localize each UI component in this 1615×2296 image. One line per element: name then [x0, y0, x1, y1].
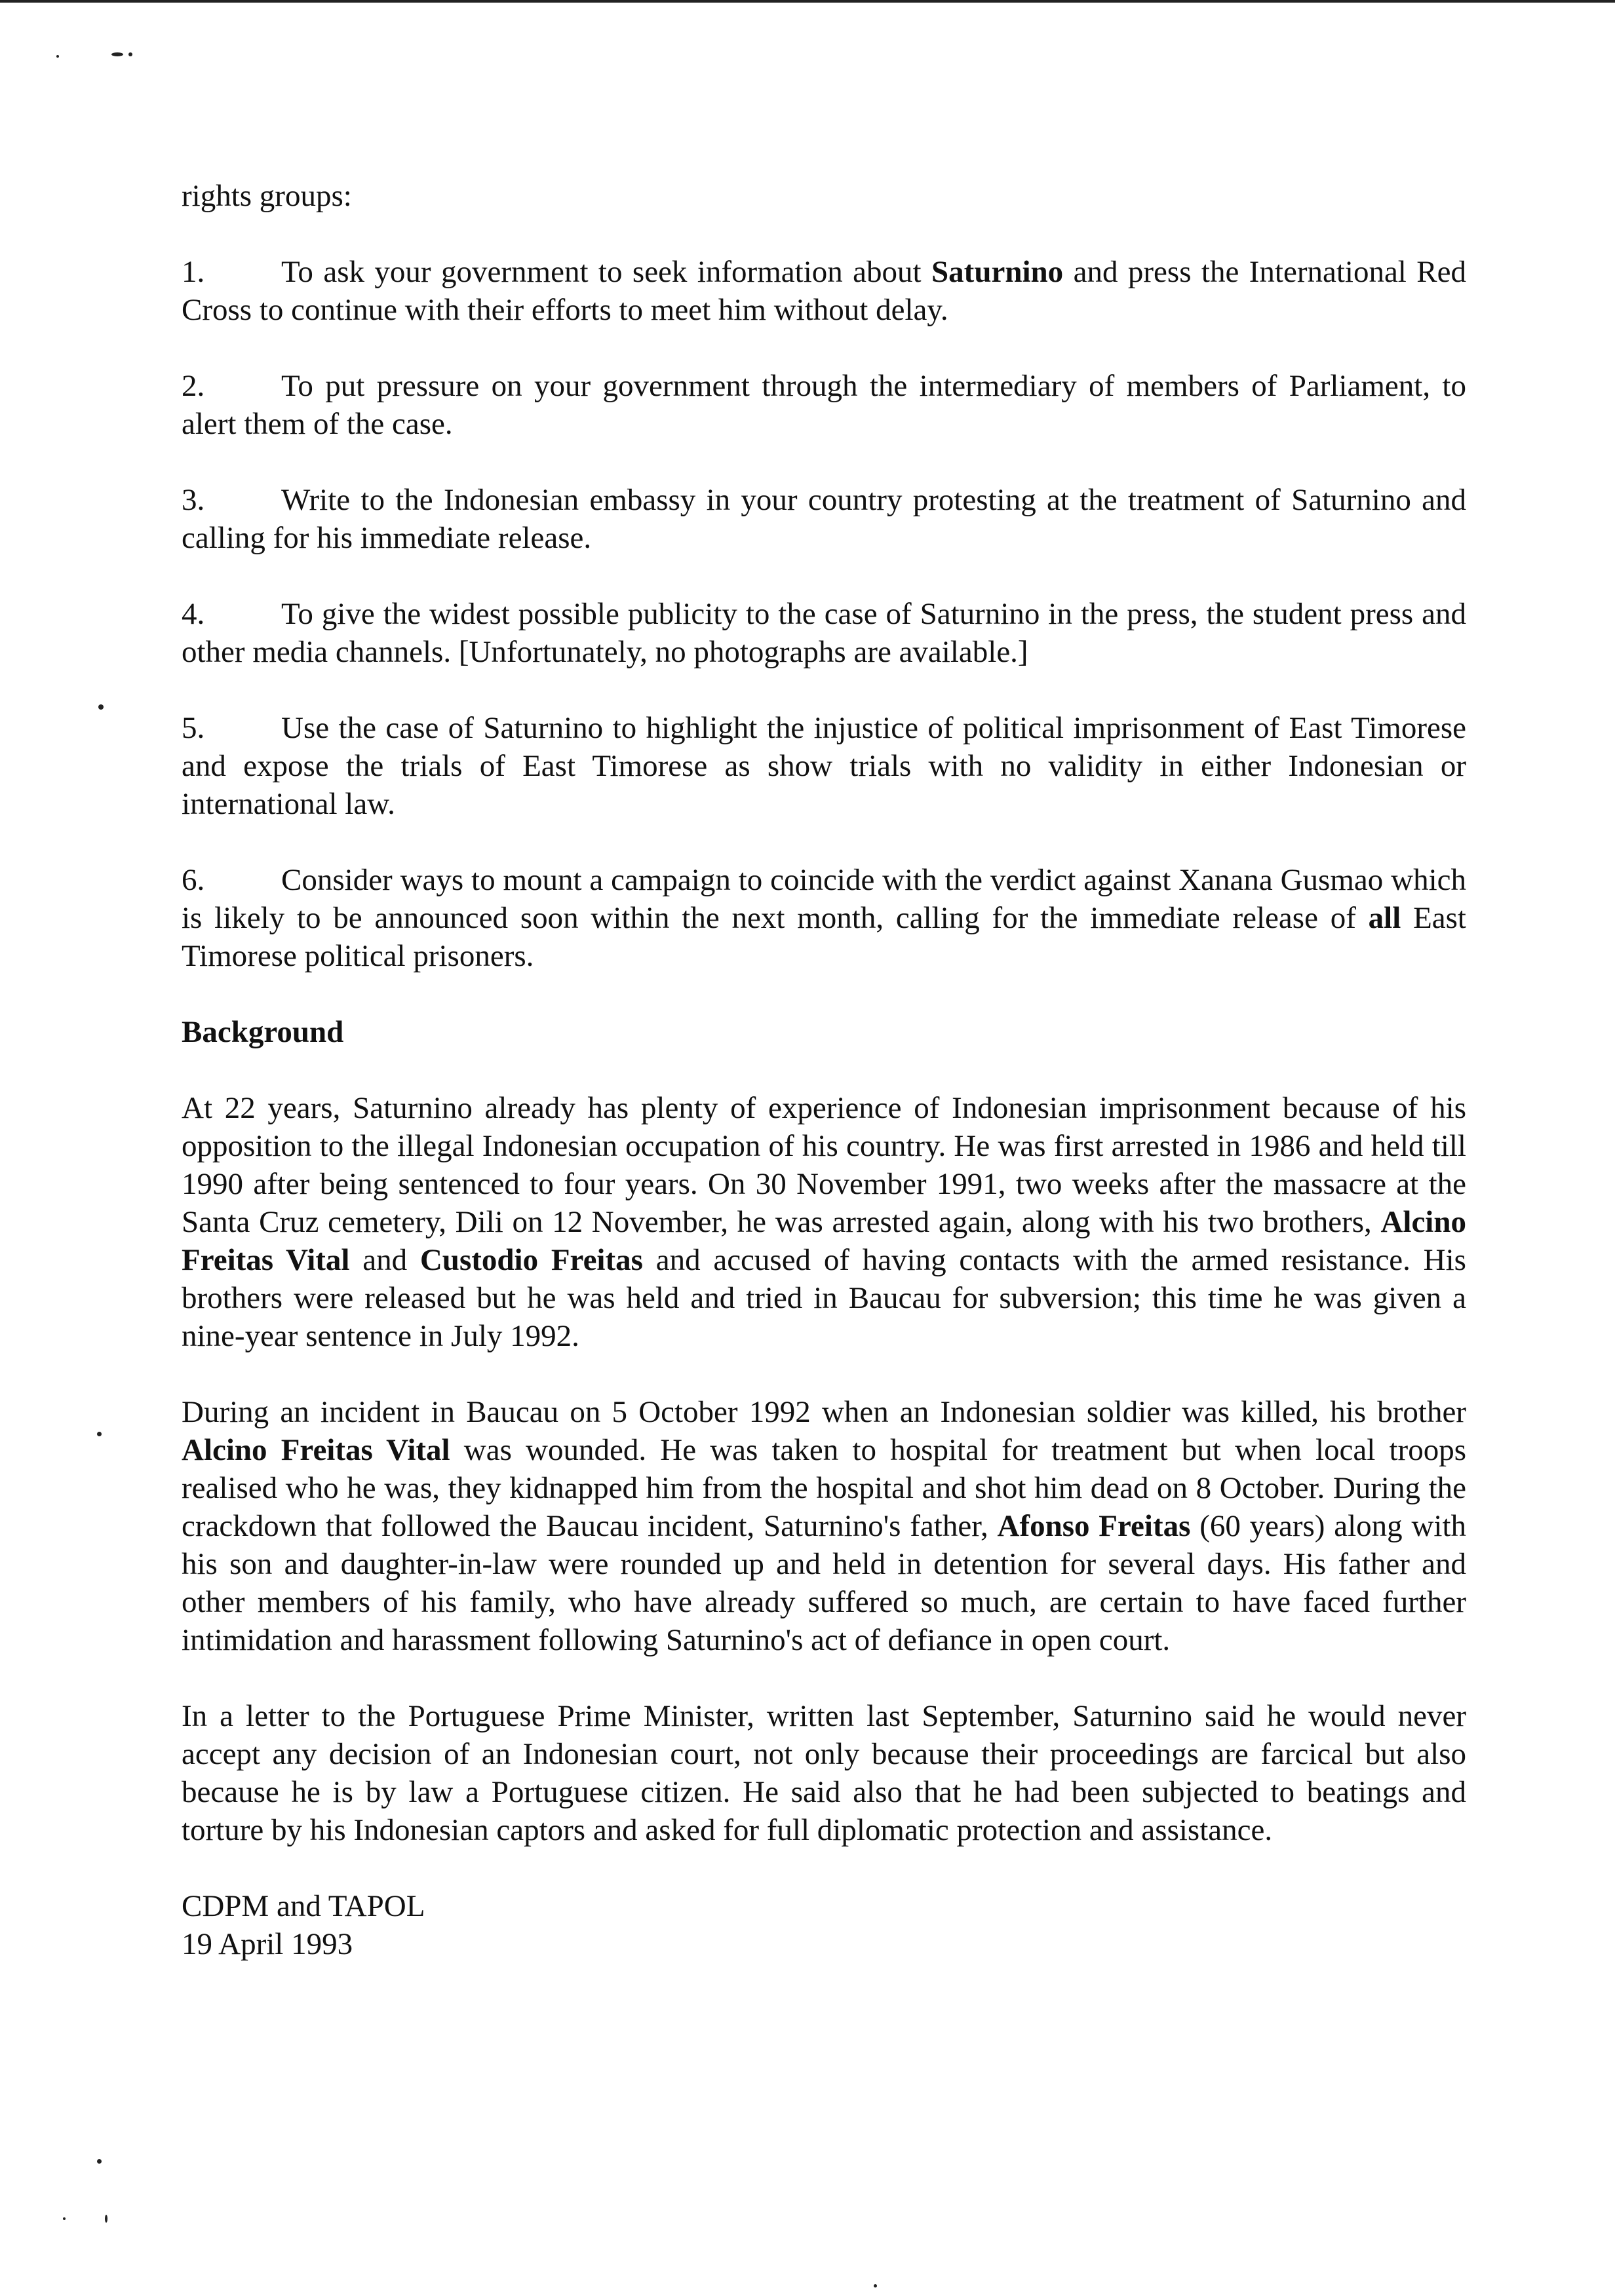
top-border-line	[0, 0, 1615, 3]
action-text: To ask your government to seek information about	[281, 255, 932, 289]
person-name: Alcino Freitas Vital	[182, 1433, 450, 1467]
document-body	[182, 177, 1466, 1963]
paragraph-text: (60 years) along with his son and daughter-in-law were rounded up and held in detention for several days. His father and other members of his family, who have already suffered so much, are certain to have faced further intimidation and harassment following Saturnino's act of defiance in open court.	[182, 1509, 1466, 1657]
action-item-2	[182, 367, 1466, 443]
scan-speck	[105, 2215, 107, 2223]
action-item-4	[182, 595, 1466, 671]
intro-line	[182, 177, 1466, 215]
action-number: 3.	[182, 483, 205, 517]
paragraph-text: and	[349, 1243, 420, 1277]
background-paragraph-2	[182, 1393, 1466, 1659]
scan-speck	[63, 2217, 66, 2220]
action-number: 1.	[182, 255, 205, 289]
scan-speck	[56, 55, 59, 58]
action-text: East Timorese political prisoners.	[182, 901, 1466, 973]
signature-org: CDPM and TAPOL	[182, 1889, 425, 1923]
background-paragraph-3	[182, 1697, 1466, 1849]
action-text: Consider ways to mount a campaign to coincide with the verdict against Xanana Gusmao which is likely to be announced soon within the next month, calling for the immediate release of	[182, 863, 1466, 935]
action-text: Use the case of Saturnino to highlight the injustice of political imprisonment of East Timorese and expose the trials of East Timorese as show trials with no validity in either Indonesian or international law.	[182, 711, 1466, 821]
signature-date: 19 April 1993	[182, 1927, 353, 1961]
paragraph-text: At 22 years, Saturnino already has plenty of experience of Indonesian imprisonment because of his opposition to the illegal Indonesian occupation of his country. He was first arrested in 1986 and held till 1990 after being sentenced to four years. On 30 November 1991, two weeks after the massacre at the Santa Cruz cemetery, Dili on 12 November, he was arrested again, along with his two brothers,	[182, 1091, 1466, 1239]
action-text: and press the International Red Cross to continue with their efforts to meet him without delay.	[182, 255, 1467, 327]
action-text: To put pressure on your government through the intermediary of members of Parliament, to alert them of the case.	[182, 369, 1466, 441]
scan-speck	[128, 52, 132, 56]
paragraph-text: and accused of having contacts with the armed resistance. His brothers were released but he was held and tried in Baucau for subversion; this time he was given a nine-year sentence in July 1992.	[182, 1243, 1466, 1353]
action-bold-word: all	[1368, 901, 1401, 935]
action-item-5	[182, 709, 1466, 823]
action-text: Write to the Indonesian embassy in your country protesting at the treatment of Saturnino and calling for his immediate release.	[182, 483, 1466, 555]
paragraph-text: During an incident in Baucau on 5 October 1992 when an Indonesian soldier was killed, his brother	[182, 1395, 1466, 1429]
action-number: 5.	[182, 711, 205, 745]
scan-speck	[111, 52, 123, 56]
action-text: To give the widest possible publicity to the case of Saturnino in the press, the student press and other media channels. [Unfortunately, no photographs are available.]	[182, 597, 1466, 669]
scan-speck	[874, 2284, 877, 2287]
person-name: Alcino Freitas Vital	[182, 1205, 1466, 1277]
person-name: Custodio Freitas	[419, 1243, 643, 1277]
paragraph-text: In a letter to the Portuguese Prime Minister, written last September, Saturnino said he would never accept any decision of an Indonesian court, not only because their proceedings are farcical but also because he is by law a Portuguese citizen. He said also that he had been subjected to beatings and torture by his Indonesian captors and asked for full diplomatic protection and assistance.	[182, 1699, 1466, 1847]
scan-speck	[98, 704, 104, 710]
person-name: Afonso Freitas	[997, 1509, 1191, 1543]
scan-speck	[97, 1432, 102, 1436]
action-number: 2.	[182, 369, 205, 403]
scan-speck	[97, 2159, 102, 2164]
action-number: 6.	[182, 863, 205, 897]
paragraph-text: was wounded. He was taken to hospital for treatment but when local troops realised who he was, they kidnapped him from the hospital and shot him dead on 8 October. During the crackdown that followed the Baucau incident, Saturnino's father,	[182, 1433, 1466, 1543]
action-item-1	[182, 253, 1466, 329]
background-heading: Background	[182, 1015, 344, 1049]
action-item-6	[182, 861, 1466, 975]
background-paragraph-1	[182, 1089, 1466, 1355]
intro-text: rights groups:	[182, 179, 352, 213]
action-bold-name: Saturnino	[931, 255, 1064, 289]
action-item-3	[182, 481, 1466, 557]
action-number: 4.	[182, 597, 205, 631]
